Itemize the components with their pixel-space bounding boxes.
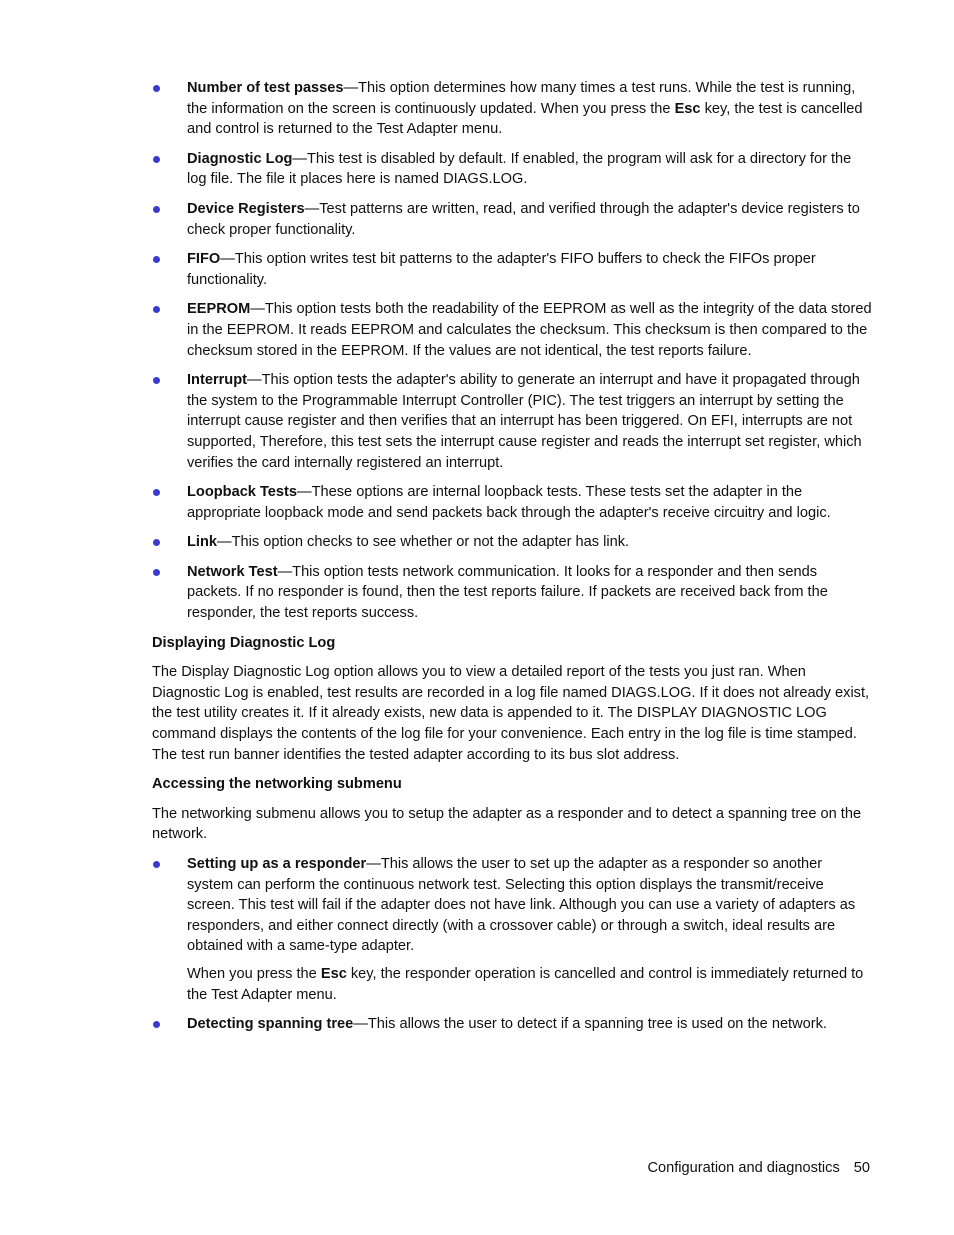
option-text: —Test patterns are written, read, and verified through the adapter's device registers to check proper functionality. [187,200,860,238]
list-item [152,562,872,624]
bullet-icon [153,377,160,384]
option-text: —This option tests the adapter's ability to generate an interrupt and have it propagated through the system to the Programmable Interrupt Controller (PIC). The test triggers an interrupt by setting the interrupt cause register and then verifies that an interrupt has been triggered. On EFI, interrupts are not supported, Therefore, this test sets the interrupt cause register and reads the interrupt set register, which verifies the card internally registered an interrupt. [187,372,862,471]
list-item [152,199,872,240]
option-text: —This option tests both the readability of the EEPROM as well as the integrity of the data stored in the EEPROM. It reads EEPROM and calculates the checksum. This checksum is then compared to the checksum stored in the EEPROM. If the values are not identical, the test reports failure. [187,301,872,359]
list-item [152,532,872,553]
option-text: —This test is disabled by default. If enabled, the program will ask for a directory for the log file. The file it places here is named DIAGS.LOG. [187,150,852,188]
bullet-icon [153,206,160,213]
section-body-displaying-diagnostic-log: The Display Diagnostic Log option allows you to view a detailed report of the tests you just ran. When Diagnostic Log is enabled, test results are recorded in a log file named DIAGS.LOG. If it does not already exist, the test utility creates it. If it already exists, new data is appended to it. The DISPLAY DIAGNOSTIC LOG command displays the contents of the log file for your convenience. Each entry in the log file is time stamped. The test run banner identifies the tested adapter according to its bus slot address. [152,664,870,763]
list-item [152,370,872,473]
option-term: Link [187,534,217,551]
list-item [152,1014,872,1035]
bullet-icon [153,861,160,868]
bullet-icon [153,489,160,496]
bullet-icon [153,306,160,313]
option-term: EEPROM [187,301,251,318]
option-text: —This allows the user to detect if a spanning tree is used on the network. [353,1016,827,1033]
list-item [152,249,872,290]
option-term: Interrupt [187,372,247,389]
section-heading-displaying-diagnostic-log: Displaying Diagnostic Log [152,634,336,651]
test-options-list [152,78,872,624]
option-term: Detecting spanning tree [187,1016,354,1033]
subpara-text: When you press the [187,965,321,982]
page-number: 50 [853,1160,870,1176]
option-text: —This option checks to see whether or not the adapter has link. [217,534,630,551]
option-subparagraph [187,964,872,1005]
option-term: Network Test [187,563,278,580]
option-term: Loopback Tests [187,484,298,501]
option-term: FIFO [187,251,221,268]
networking-options-list [152,854,872,1035]
subpara-text-continued: key, the responder operation is cancelled and control is immediately returned to the Test Adapter menu. [187,965,864,1003]
option-text: —This option determines how many times a test runs. While the test is running, the information on the screen is continuously updated. When you press the [187,80,856,117]
bullet-icon [153,156,160,163]
bullet-icon [153,1021,160,1028]
list-item [152,78,872,140]
section-body-networking-submenu: The networking submenu allows you to setup the adapter as a responder and to detect a spanning tree on the network. [152,805,862,843]
page-footer [647,1158,870,1178]
option-term: Number of test passes [187,80,344,96]
option-text: —This allows the user to set up the adapter as a responder so another system can perform the continuous network test. Selecting this option displays the transmit/receive screen. This test will fail if the adapter does not have link. Although you can use a variety of adapters as responders, and either connect directly (with a crossover cable) or through a switch, ideal results are obtained with a same-type adapter. [187,856,856,955]
key-name: Esc [320,965,347,982]
option-text: —This option tests network communication. It looks for a responder and then sends packets. If no responder is found, then the test reports failure. If packets are received back from the responder, the test reports success. [187,563,828,622]
document-page [152,78,872,1044]
footer-section-title: Configuration and diagnostics [647,1160,840,1176]
option-text: —These options are internal loopback tests. These tests set the adapter in the appropriate loopback mode and send packets back through the adapter's receive circuitry and logic. [187,484,831,521]
section-heading-networking-submenu: Accessing the networking submenu [152,776,402,793]
bullet-icon [153,256,160,263]
bullet-icon [153,85,160,92]
list-item [152,299,872,361]
option-text: —This option writes test bit patterns to the adapter's FIFO buffers to check the FIFOs proper functionality. [187,251,816,288]
option-term: Diagnostic Log [187,150,293,167]
option-term: Device Registers [187,200,305,217]
list-item [152,854,872,1005]
list-item [152,482,872,523]
option-term: Setting up as a responder [187,856,367,872]
bullet-icon [153,569,160,576]
list-item [152,149,872,190]
bullet-icon [153,539,160,546]
key-name: Esc [674,100,701,117]
option-text-continued: key, the test is cancelled and control is returned to the Test Adapter menu. [187,100,863,138]
